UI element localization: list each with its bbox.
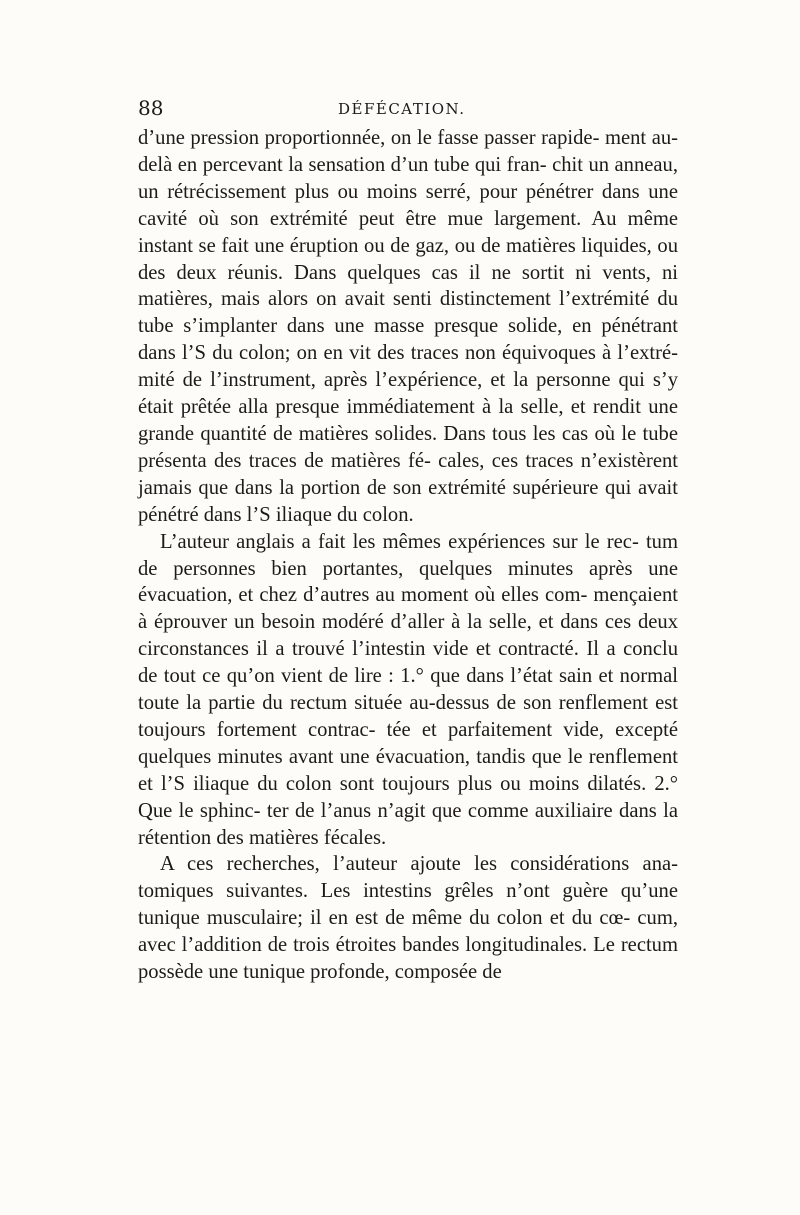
body-text [138,125,678,986]
page-number: 88 [138,96,164,120]
running-head: DÉFÉCATION. [338,100,466,118]
paragraph-2: L’auteur anglais a fait les mêmes expériences sur le rec- tum de personnes bien portantes, quelques minutes après une évacuation, et chez d’autres au moment où elles com- mençaient à éprouver un besoin modéré d’aller à la selle, et dans ces deux circonstances il a trouvé l’intestin vide et contracté. Il a conclu de tout ce qu’on vient de lire : 1.° que dans l’état sain et normal toute la partie du rectum située au-dessus de son renflement est toujours fortement contrac- tée et parfaitement vide, excepté quelques minutes avant une évacuation, tandis que le renflement et l’S iliaque du colon sont toujours plus ou moins dilatés. 2.° Que le sphinc- ter de l’anus n’agit que comme auxiliaire dans la rétention des matières fécales. [138,530,678,849]
paragraph-1: d’une pression proportionnée, on le fasse passer rapide- ment au-delà en percevant la sensation d’un tube qui fran- chit un anneau, un rétrécissement plus ou moins serré, pour pénétrer dans une cavité où son extrémité peut être mue largement. Au même instant se fait une éruption ou de gaz, ou de matières liquides, ou des deux réunis. Dans quelques cas il ne sortit ni vents, ni matières, mais alors on avait senti distinctement l’extrémité du tube s’implanter dans une masse presque solide, en pénétrant dans l’S du colon; on en vit des traces non équivoques à l’extré- mité de l’instrument, après l’expérience, et la personne qui s’y était prêtée alla presque immédiatement à la selle, et rendit une grande quantité de matières solides. Dans tous les cas où le tube présenta des traces de matières fé- cales, ces traces n’existèrent jamais que dans la portion de son extrémité supérieure qui avait pénétré dans l’S iliaque du colon. [138,127,678,526]
page-header [138,95,678,121]
book-page [138,95,678,986]
paragraph-3: A ces recherches, l’auteur ajoute les considérations ana- tomiques suivantes. Les intestins grêles n’ont guère qu’une tunique musculaire; il en est de même du colon et du cœ- cum, avec l’addition de trois étroites bandes longitudinales. Le rectum possède une tunique profonde, composée de [138,853,678,984]
